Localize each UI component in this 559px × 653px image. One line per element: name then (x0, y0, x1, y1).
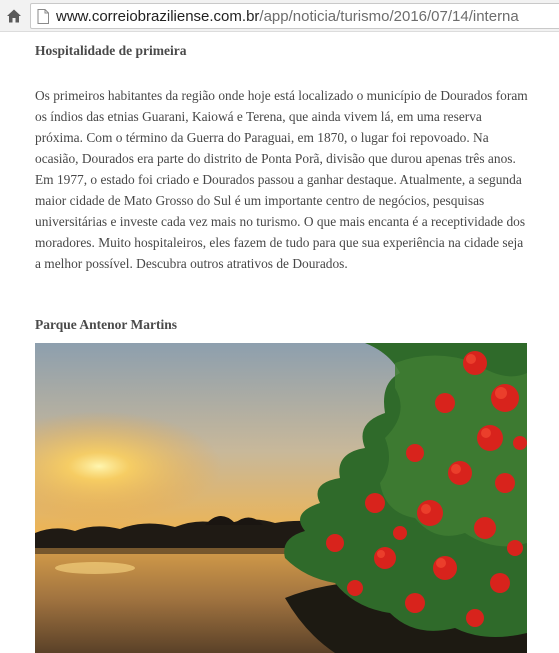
park-sunset-photo (35, 343, 527, 653)
url-bar[interactable] (30, 3, 559, 29)
section-heading-park: Parque Antenor Martins (35, 317, 178, 332)
article-paragraph: Os primeiros habitantes da região onde hoje está localizado o município de Dourados foram os índios das etnias Guarani, Kaiowá e Terena, que ainda vivem lá, em uma reserva próxima. Com o término da Guerra do Paraguai, em 1870, o lugar foi repovoado. Na ocasião, Dourados era parte do distrito de Ponta Porã, divisão que durou apenas três anos. Em 1977, o estado foi criado e Dourados passou a ganhar destaque. Atualmente, a segunda maior cidade de Mato Grosso do Sul é um importante centro de negócios, pesquisas universitárias e investe cada vez mais no turismo. O que mais encanta é a receptividade dos moradores. Muito hospitaleiros, eles fazem de tudo para que sua experiência na cidade seja a melhor possível. Descubra outros atrativos de Dourados. (35, 88, 528, 271)
url-path: /app/noticia/turismo/2016/07/14/interna (259, 7, 519, 25)
home-icon (6, 8, 22, 24)
browser-toolbar (0, 0, 559, 32)
page-icon (37, 9, 49, 24)
url-host: www.correiobraziliense.com.br (56, 7, 260, 25)
section-heading-hospitality: Hospitalidade de primeira (35, 43, 187, 58)
home-button[interactable] (4, 6, 24, 26)
